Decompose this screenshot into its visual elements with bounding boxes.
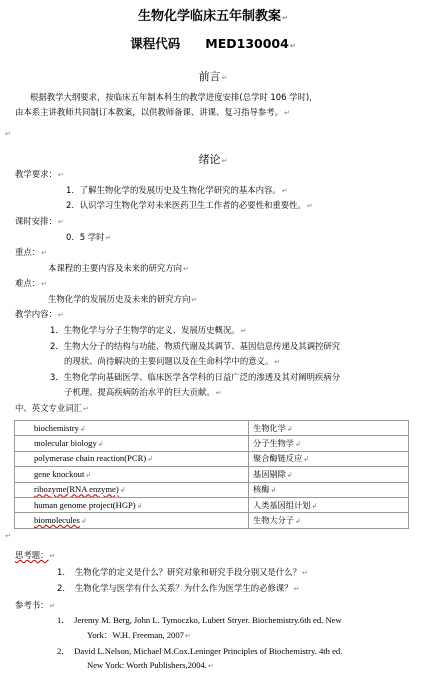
intro-heading: 绪论↵ <box>198 153 228 166</box>
vocab-chinese: 分子生物学↲ <box>249 436 409 451</box>
content-item-1: 1．生物化学与分子生物学的定义、发展历史概况。↵ <box>50 325 247 335</box>
preface-line-2: 由本系主讲教师共同制订本教案，以供教师备课、讲课、复习指导参考。↵ <box>15 107 290 117</box>
course-code: 课程代码 MED130004↵ <box>130 36 296 51</box>
vocab-english: biochemistry↲ <box>15 421 249 436</box>
reference-2-line-1: 2． David L.Nelson, Michael M.Cox.Leninger Principles of Biochemistry. 4th ed. <box>57 646 343 656</box>
preface-line-1: 根据教学大纲要求，按临床五年制本科生的教学进度安排(总学时 106 学时)， <box>30 92 318 102</box>
vocabulary-table <box>14 420 409 529</box>
vocab-english: polymerase chain reaction(PCR)↲ <box>15 451 249 466</box>
questions-label: 思考题：↵ <box>15 550 56 560</box>
vocab-chinese: 基因剔除↲ <box>249 467 409 482</box>
table-row <box>15 436 409 451</box>
hours-label: 课时安排：↵ <box>15 216 64 226</box>
content-item-2-line-2: 的现状、尚待解决的主要问题以及在生命科学中的意义。↵ <box>64 356 281 366</box>
reference-1-line-1: 1． Jeremy M. Berg, John L. Tymoczko, Lubert Stryer. Biochemistry.6th ed. New <box>57 615 342 625</box>
content-item-3-line-2: 子机理、提高疾病防治水平的巨大贡献。↵ <box>64 387 222 397</box>
vocab-english: gene knockout↲ <box>15 467 249 482</box>
goal-item-2: 2．认识学习生物化学对未来医药卫生工作者的必要性和重要性。↵ <box>66 200 313 210</box>
vocab-chinese: 聚合酶链反应↲ <box>249 451 409 466</box>
vocab-english: molecular biology↲ <box>15 436 249 451</box>
references-label: 参考书：↵ <box>15 600 56 610</box>
difficult-points-text: 生物化学的发展历史及未来的研究方向↵ <box>48 294 198 304</box>
difficult-points-label: 难点：↵ <box>15 278 47 288</box>
vocab-chinese: 人类基因组计划↲ <box>249 497 409 512</box>
vocab-chinese: 生物化学↲ <box>249 421 409 436</box>
content-item-3-line-1: 3．生物化学向基础医学、临床医学各学科的日益广泛的渗透及其对阐明疾病分 <box>50 372 341 382</box>
table-row <box>15 421 409 436</box>
vocab-english: human genome project(HGP)↲ <box>15 497 249 512</box>
hours-value: 0．5 学时↵ <box>66 232 112 242</box>
table-row <box>15 467 409 482</box>
goals-label: 教学要求：↵ <box>15 169 64 179</box>
vocab-english: biomolecules↲ <box>15 513 249 528</box>
table-row <box>15 513 409 528</box>
key-points-text: 本课程的主要内容及未来的研究方向↵ <box>48 263 189 273</box>
key-points-label: 重点：↵ <box>15 247 47 257</box>
vocab-english: ribozyme(RNA enzyme)↲ <box>15 482 249 497</box>
reference-2-line-2: New York: Worth Publishers,2004.↵ <box>87 660 214 670</box>
empty-paragraph-mark: ↵ <box>5 532 11 540</box>
empty-paragraph-mark: ↵ <box>5 130 11 138</box>
question-item-1: 1． 生物化学的定义是什么？研究对象和研究手段分别又是什么？↵ <box>57 567 308 577</box>
vocab-chinese: 生物大分子↲ <box>249 513 409 528</box>
document-title: 生物化学临床五年制教案↵ <box>138 9 288 24</box>
table-row <box>15 451 409 466</box>
content-label: 教学内容：↵ <box>15 309 64 319</box>
preface-heading: 前言↵ <box>198 70 228 83</box>
content-item-2-line-1: 2．生物大分子的结构与功能、物质代谢及其调节、基因信息传递及其调控研究 <box>50 341 341 351</box>
table-row <box>15 497 409 512</box>
vocab-chinese: 核酶↲ <box>249 482 409 497</box>
table-row <box>15 482 409 497</box>
reference-1-line-2: York：W.H. Freeman, 2007↵ <box>87 630 191 640</box>
goal-item-1: 1．了解生物化学的发展历史及生物化学研究的基本内容。↵ <box>66 185 288 195</box>
vocab-label: 中、英文专业词汇↵ <box>15 403 89 413</box>
question-item-2: 2． 生物化学与医学有什么关系？为什么作为医学生的必修课？↵ <box>57 583 300 593</box>
